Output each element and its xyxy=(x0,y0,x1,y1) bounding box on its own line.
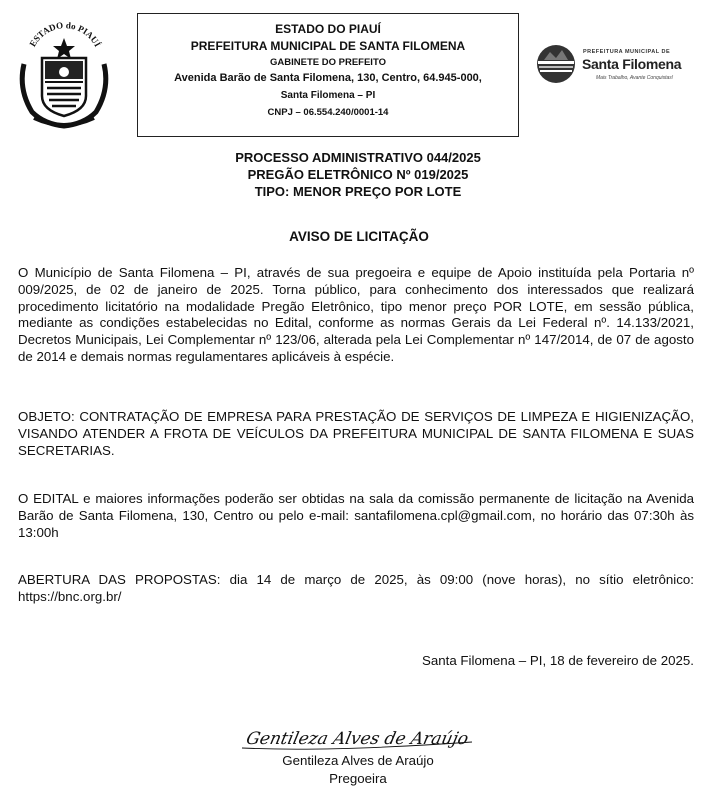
logo-name: Santa Filomena xyxy=(582,56,682,72)
header-cnpj: CNPJ – 06.554.240/0001-14 xyxy=(267,107,389,118)
signature-script: Gentileza Alves de Araújo xyxy=(244,729,471,749)
municipal-logo xyxy=(536,42,696,94)
header-state: ESTADO DO PIAUÍ xyxy=(275,22,381,36)
intro-paragraph: O Município de Santa Filomena – PI, através de sua pregoeira e equipe de Apoio instituída pela Portaria nº 009/2025, de 02 de janeiro de 2025. Torna público, para conhecimento dos interessados que realizará procedimento licitatório na modalidade Pregão Eletrônico, tipo menor preço POR LOTE, em sessão pública, mediante as condições estabelecidas no Edital, conforme as normas Gerais da Lei Federal nº. 14.133/2021, Decretos Municipais, Lei Complementar nº 123/06, alterada pela Lei Complementar nº 147/2014, de 07 de agosto de 2014 e demais normas regulamentares aplicáveis à espécie. xyxy=(18,265,694,364)
objeto-paragraph: OBJETO: CONTRATAÇÃO DE EMPRESA PARA PRESTAÇÃO DE SERVIÇOS DE LIMPEZA E HIGIENIZAÇÃO, VISANDO ATENDER A FROTA DE VEÍCULOS DA PREFEITURA MUNICIPAL DE SANTA FILOMENA E SUAS SECRETARIAS. xyxy=(18,409,694,458)
aviso-heading xyxy=(0,229,712,244)
signer-role: Pregoeira xyxy=(329,771,387,786)
process-titles xyxy=(0,149,712,200)
pregao-title: PREGÃO ELETRÔNICO Nº 019/2025 xyxy=(247,167,469,182)
state-crest-logo xyxy=(14,14,114,132)
header-city: Santa Filomena – PI xyxy=(280,90,376,101)
header-address: Avenida Barão de Santa Filomena, 130, Centro, 64.945-000, xyxy=(174,72,482,84)
abertura-paragraph: ABERTURA DAS PROPOSTAS: dia 14 de março de 2025, às 09:00 (nove horas), no sítio eletrônico: https://bnc.org.br/ xyxy=(18,572,694,604)
processo-title: PROCESSO ADMINISTRATIVO 044/2025 xyxy=(235,150,481,165)
logo-tagline: Mais Trabalho, Avante Conquistas! xyxy=(596,75,674,81)
aviso-title: AVISO DE LICITAÇÃO xyxy=(289,229,429,244)
crest-text: ESTADO do PIAUÍ xyxy=(27,20,103,49)
header-gabinete: GABINETE DO PREFEITO xyxy=(270,57,386,68)
header-prefeitura: PREFEITURA MUNICIPAL DE SANTA FILOMENA xyxy=(190,39,466,53)
municipal-logo-icon xyxy=(536,44,576,84)
signer-name: Gentileza Alves de Araújo xyxy=(282,753,434,768)
header-box xyxy=(137,13,519,137)
edital-paragraph: O EDITAL e maiores informações poderão ser obtidas na sala da comissão permanente de licitação na Avenida Barão de Santa Filomena, 130, Centro ou pelo e-mail: santafilomena.cpl@gmail.com, no horário das 07:30h às 13:00h xyxy=(18,491,694,540)
tipo-title: TIPO: MENOR PREÇO POR LOTE xyxy=(254,184,462,199)
signer-block xyxy=(240,752,476,788)
handwritten-signature xyxy=(240,722,480,754)
date-line: Santa Filomena – PI, 18 de fevereiro de 2025. xyxy=(421,653,694,668)
logo-small-text: PREFEITURA MUNICIPAL DE xyxy=(583,49,671,55)
